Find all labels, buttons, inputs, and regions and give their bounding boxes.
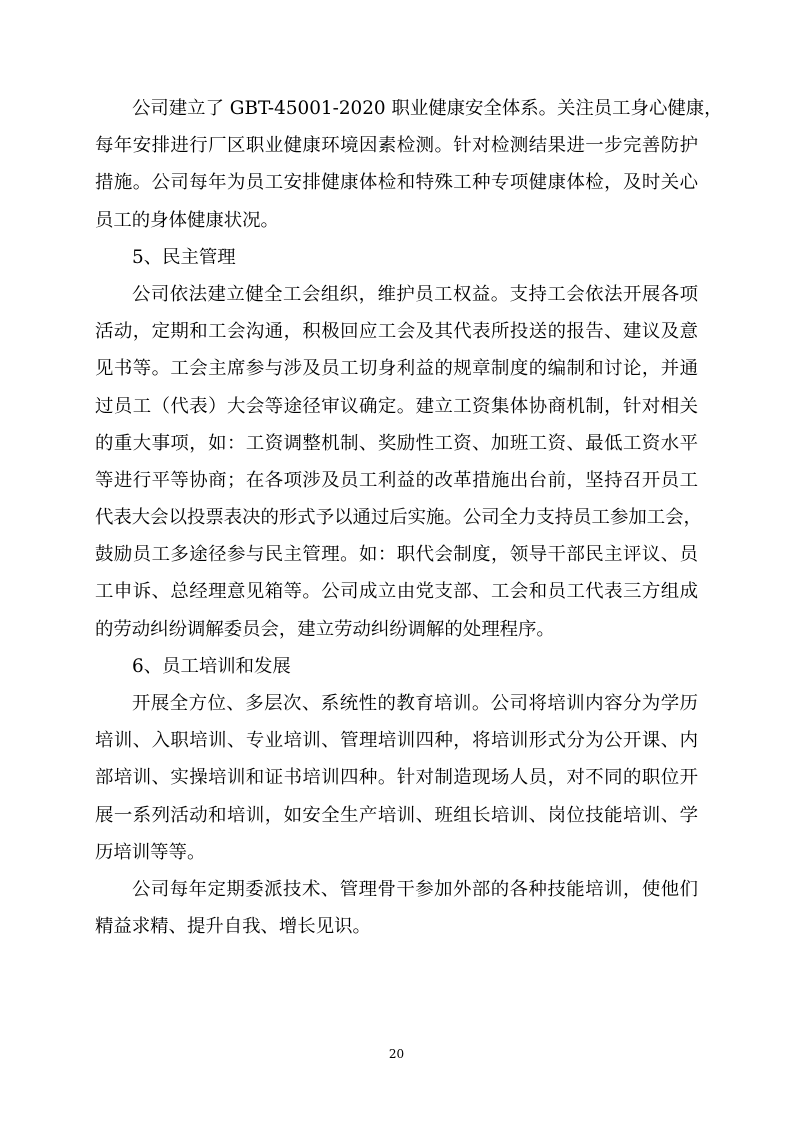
text-line: 措施。公司每年为员工安排健康体检和特殊工种专项健康体检，及时关心 (95, 172, 698, 194)
text-line: 5、民主管理 (132, 246, 236, 268)
text-line: 历培训等等。 (95, 841, 206, 863)
text-line: 精益求精、提升自我、增长见识。 (95, 916, 371, 938)
text-line: 的重大事项，如：工资调整机制、奖励性工资、加班工资、最低工资水平 (95, 432, 698, 454)
text-line: 部培训、实操培训和证书培训四种。针对制造现场人员，对不同的职位开 (95, 767, 698, 789)
text-line: 过员工（代表）大会等途径审议确定。建立工资集体协商机制，针对相关 (95, 395, 698, 417)
text-line: 鼓励员工多途径参与民主管理。如：职代会制度，领导干部民主评议、员 (95, 544, 698, 566)
text-line: 公司依法建立健全工会组织，维护员工权益。支持工会依法开展各项 (132, 283, 698, 305)
text-line: 每年安排进行厂区职业健康环境因素检测。针对检测结果进一步完善防护 (95, 135, 698, 157)
text-line: 公司建立了 GBT-45001-2020 职业健康安全体系。关注员工身心健康， (132, 98, 723, 119)
body-text (95, 90, 723, 945)
text-line: 员工的身体健康状况。 (95, 209, 279, 231)
text-line: 工申诉、总经理意见箱等。公司成立由党支部、工会和员工代表三方组成 (95, 581, 698, 603)
text-line: 等进行平等协商；在各项涉及员工利益的改革措施出台前，坚持召开员工 (95, 469, 698, 491)
text-line: 开展全方位、多层次、系统性的教育培训。公司将培训内容分为学历 (132, 693, 698, 714)
page-number: 20 (388, 1047, 405, 1061)
text-line: 的劳动纠纷调解委员会，建立劳动纠纷调解的处理程序。 (95, 618, 555, 640)
text-line: 活动，定期和工会沟通，积极回应工会及其代表所投送的报告、建议及意 (95, 321, 698, 343)
text-line: 培训、入职培训、专业培训、管理培训四种，将培训形式分为公开课、内 (95, 730, 698, 752)
text-line: 代表大会以投票表决的形式予以通过后实施。公司全力支持员工参加工会， (95, 507, 702, 529)
text-line: 公司每年定期委派技术、管理骨干参加外部的各种技能培训，使他们 (132, 878, 698, 900)
text-line: 展一系列活动和培训，如安全生产培训、班组长培训、岗位技能培训、学 (95, 804, 698, 826)
text-line: 见书等。工会主席参与涉及员工切身利益的规章制度的编制和讨论，并通 (95, 358, 698, 380)
text-line: 6、员工培训和发展 (132, 655, 291, 677)
